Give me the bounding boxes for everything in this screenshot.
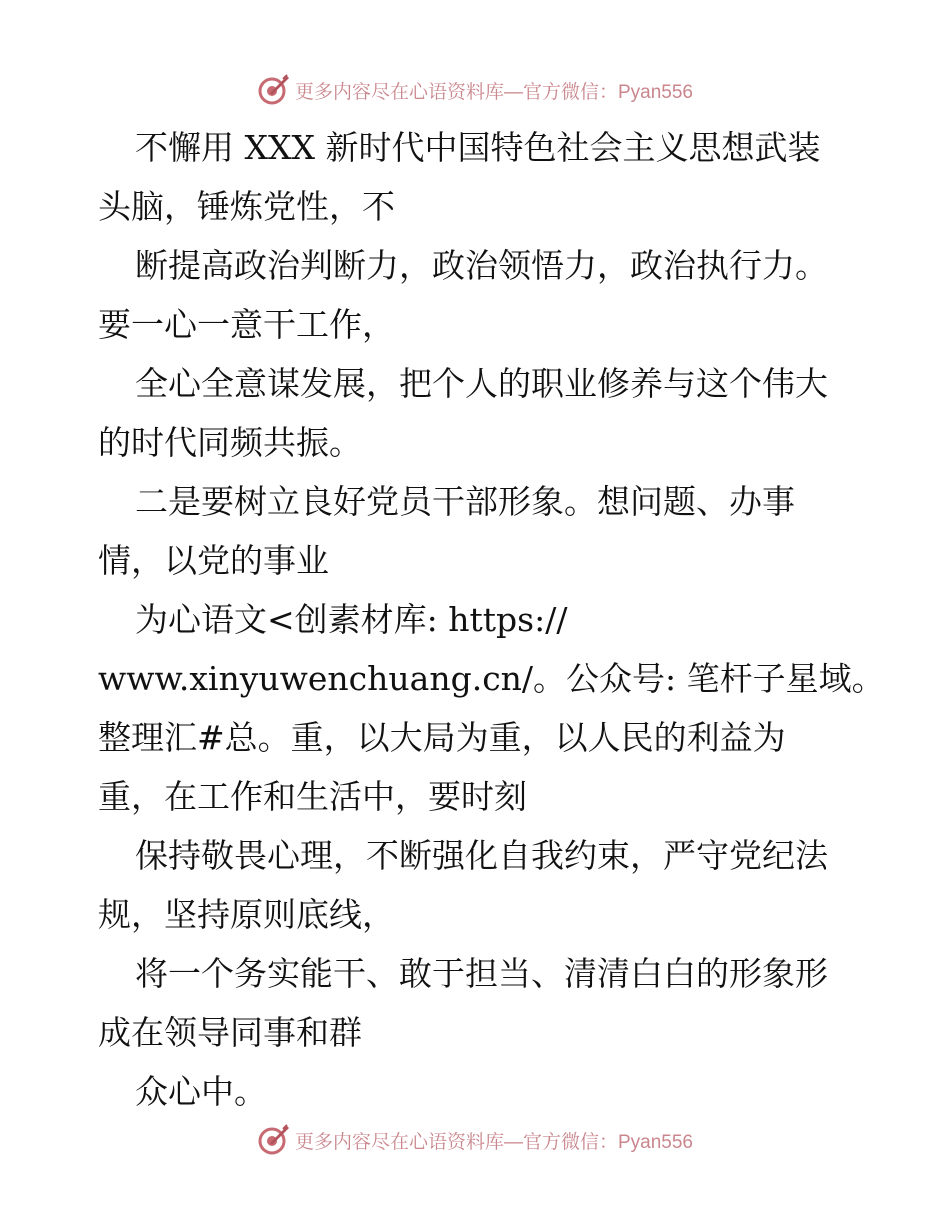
paragraph-line: 规，坚持原则底线， [98,895,395,934]
paragraph [98,944,858,1062]
paragraph [98,590,885,826]
paragraph-line: 整理汇#总。重，以大局为重，以人民的利益为 [98,718,786,757]
header-banner [0,70,950,110]
paragraph-line: 众心中。 [135,1072,267,1111]
paragraph-line: 重，在工作和生活中，要时刻 [98,777,527,816]
document-body [98,118,885,1121]
paragraph-line: 头脑，锤炼党性，不 [98,187,395,226]
paragraph [98,118,858,236]
paragraph-line: 保持敬畏心理，不断强化自我约束，严守党纪法 [135,836,828,875]
paragraph [98,472,858,590]
paragraph-line: 为心语文<创素材库: https:// [135,600,568,639]
paragraph-line: 全心全意谋发展，把个人的职业修养与这个伟大 [135,364,828,403]
paragraph-line: 不懈用 XXX 新时代中国特色社会主义思想武装 [135,128,821,167]
paragraph-line: 成在领导同事和群 [98,1013,362,1052]
footer-banner-text: 更多内容尽在心语资料库—官方微信：Pyan556 [294,1131,693,1153]
paragraph-line: 断提高政治判断力，政治领悟力，政治执行力。 [135,246,828,285]
footer-banner [0,1120,950,1160]
quill-seal-logo-icon [257,73,291,107]
paragraph [98,826,858,944]
paragraph-line: 将一个务实能干、敢于担当、清清白白的形象形 [135,954,828,993]
header-banner-text: 更多内容尽在心语资料库—官方微信：Pyan556 [294,81,693,103]
paragraph-line: 二是要树立良好党员干部形象。想问题、办事 [135,482,795,521]
paragraph-line: www.xinyuwenchuang.cn/。公众号: 笔杆子星域。 [98,659,885,698]
paragraph-line: 情，以党的事业 [98,541,329,580]
quill-seal-logo-icon [257,1123,291,1157]
paragraph [98,1062,858,1121]
paragraph-line: 的时代同频共振。 [98,423,362,462]
paragraph-line: 要一心一意干工作， [98,305,395,344]
paragraph [98,354,858,472]
paragraph [98,236,858,354]
